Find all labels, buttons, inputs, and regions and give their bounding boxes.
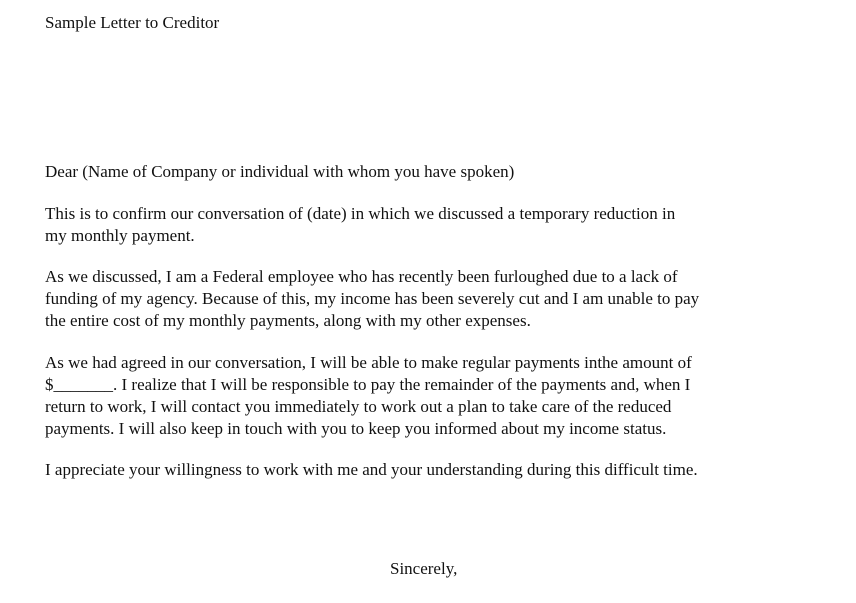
paragraph-line: $_______. I realize that I will be responsible to pay the remainder of the payments and, when I: [45, 375, 691, 394]
paragraph-line: As we had agreed in our conversation, I will be able to make regular payments inthe amount of: [45, 353, 692, 372]
letter-title: Sample Letter to Creditor: [45, 13, 220, 32]
paragraph-line: payments. I will also keep in touch with you to keep you informed about my income status.: [45, 419, 667, 438]
paragraph-appreciation: [45, 459, 698, 481]
paragraph-confirmation: [45, 203, 675, 247]
letter-salutation: Dear (Name of Company or individual with whom you have spoken): [45, 162, 515, 181]
paragraph-line: This is to confirm our conversation of (date) in which we discussed a temporary reduction in: [45, 204, 676, 223]
paragraph-line: I appreciate your willingness to work with me and your understanding during this difficult time.: [45, 460, 698, 479]
paragraph-line: return to work, I will contact you immediately to work out a plan to take care of the reduced: [45, 397, 672, 416]
paragraph-line: funding of my agency. Because of this, my income has been severely cut and I am unable to pay: [45, 289, 700, 308]
paragraph-payment-plan: [45, 352, 692, 440]
paragraph-line: my monthly payment.: [45, 226, 195, 245]
paragraph-line: the entire cost of my monthly payments, along with my other expenses.: [45, 311, 531, 330]
paragraph-line: As we discussed, I am a Federal employee who has recently been furloughed due to a lack of: [45, 267, 678, 286]
letter-closing: Sincerely,: [390, 559, 458, 578]
paragraph-furlough: [45, 266, 699, 332]
